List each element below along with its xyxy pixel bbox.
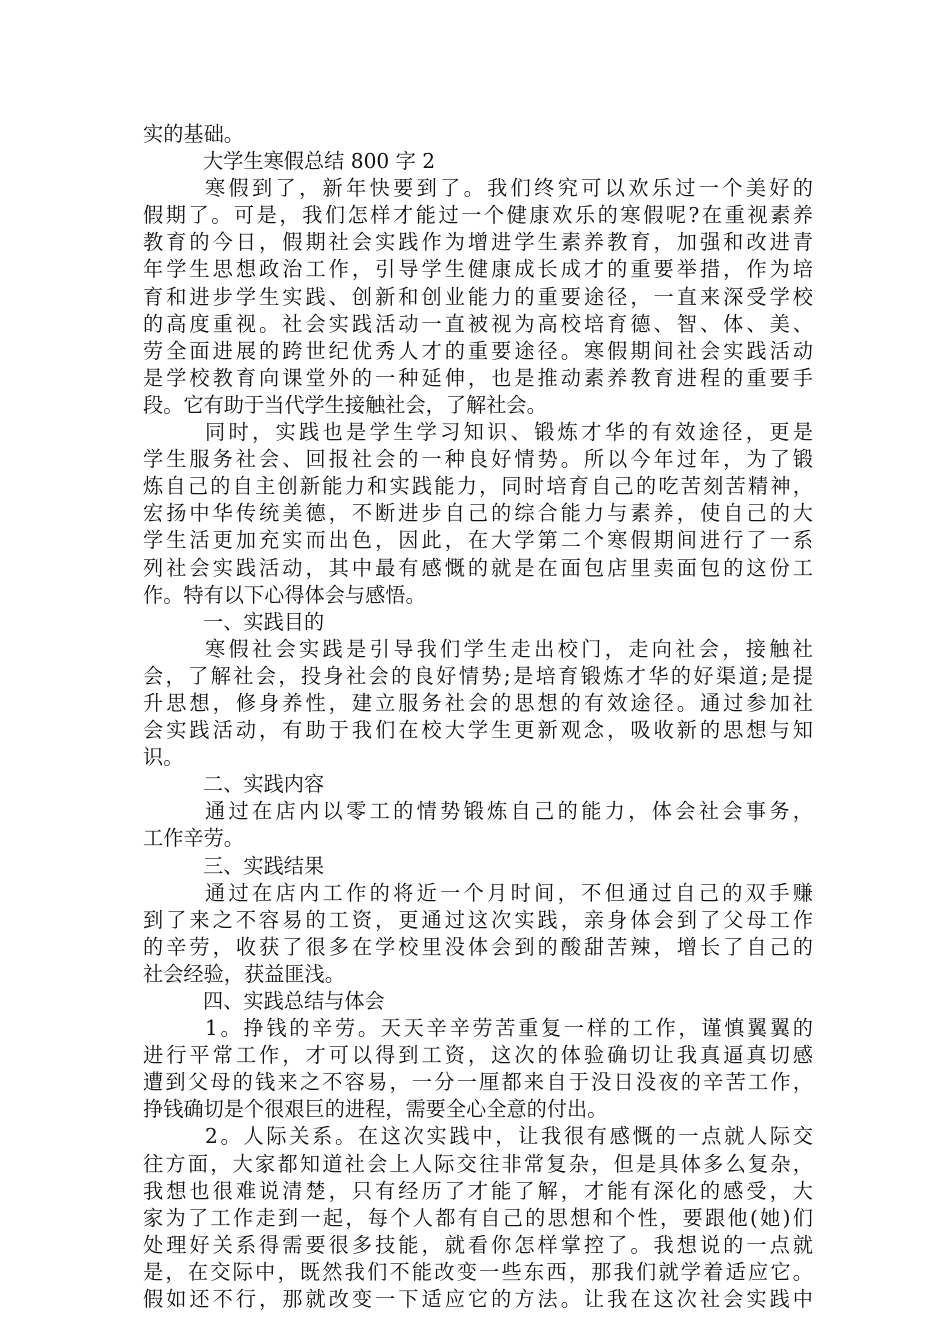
heading-summary-experience: 四、实践总结与体会 [203,989,385,1013]
paragraph-line: 会，了解社会，投身社会的良好情势;是培育锻炼才华的好渠道;是提 [143,663,813,688]
paragraph-line: 教育的今日，假期社会实践作为增进学生素养教育，加强和改进青 [143,230,813,255]
paragraph-line: 劳全面进展的跨世纪优秀人才的重要途径。寒假期间社会实践活动 [143,338,813,363]
paragraph-line: 升思想，修身养性，建立服务社会的思想的有效途径。通过参加社 [143,690,813,715]
paragraph-7 [143,1123,813,1313]
paragraph-line: 假如还不行，那就改变一下适应它的方法。让我在这次社会实践中 [143,1287,813,1312]
paragraph-line: 作。特有以下心得体会与感悟。 [143,582,426,607]
section-title: 大学生寒假总结 800 字 2 [203,149,436,174]
paragraph-line: 学生服务社会、回报社会的一种良好情势。所以今年过年，为了锻 [143,447,813,472]
paragraph-line: 工作辛劳。 [143,826,244,851]
paragraph-line: 育和进步学生实践、创新和创业能力的重要途径，一直来深受学校 [143,284,813,309]
paragraph-line: 的高度重视。社会实践活动一直被视为高校培育德、智、体、美、 [143,311,813,336]
paragraph-line: 挣钱确切是个很艰巨的进程，需要全心全意的付出。 [143,1097,608,1122]
paragraph-line: 1。挣钱的辛劳。天天辛辛劳苦重复一样的工作，谨慎翼翼的 [205,1016,813,1041]
paragraph-line: 寒假社会实践是引导我们学生走出校门，走向社会，接触社 [205,636,813,661]
paragraph-line: 2。人际关系。在这次实践中，让我很有感慨的一点就人际交 [205,1124,813,1149]
paragraph-6 [143,1015,813,1123]
paragraph-line: 是学校教育向课堂外的一种延伸，也是推动素养教育进程的重要手 [143,365,813,390]
paragraph-line: 列社会实践活动，其中最有感慨的就是在面包店里卖面包的这份工 [143,555,813,580]
paragraph-line: 我想也很难说清楚，只有经历了才能了解，才能有深化的感受，大 [143,1178,813,1203]
paragraph-line: 年学生思想政治工作，引导学生健康成长成才的重要举措，作为培 [143,257,813,282]
heading-practice-content: 二、实践内容 [203,772,325,797]
paragraph-line: 通过在店内工作的将近一个月时间，不但通过自己的双手赚 [205,880,813,905]
paragraph-line: 家为了工作走到一起，每个人都有自己的思想和个性，要跟他(她)们 [143,1205,813,1230]
paragraph-line: 是，在交际中，既然我们不能改变一些东西，那我们就学着适应它。 [143,1259,813,1284]
paragraph-2 [143,419,813,609]
opening-line: 实的基础。 [143,122,244,146]
paragraph-line: 处理好关系得需要很多技能，就看你怎样掌控了。我想说的一点就 [143,1232,813,1257]
paragraph-line: 社会经验，获益匪浅。 [143,961,345,986]
paragraph-line: 通过在店内以零工的情势锻炼自己的能力，体会社会事务， [205,799,813,824]
paragraph-line: 到了来之不容易的工资，更通过这次实践，亲身体会到了父母工作 [143,907,813,932]
paragraph-line: 段。它有助于当代学生接触社会，了解社会。 [143,392,547,417]
paragraph-line: 学生活更加充实而出色，因此，在大学第二个寒假期间进行了一系 [143,528,813,553]
paragraph-1 [143,175,813,419]
heading-practice-results: 三、实践结果 [203,853,325,878]
document-body [143,121,813,1313]
paragraph-4 [143,798,813,852]
paragraph-line: 的辛劳，收获了很多在学校里没体会到的酸甜苦辣，增长了自己的 [143,934,813,959]
paragraph-line: 同时，实践也是学生学习知识、锻炼才华的有效途径，更是 [205,420,813,445]
paragraph-line: 遭到父母的钱来之不容易，一分一厘都来自于没日没夜的辛苦工作， [143,1070,813,1095]
paragraph-line: 会实践活动，有助于我们在校大学生更新观念，吸收新的思想与知 [143,718,813,743]
paragraph-3 [143,636,813,771]
paragraph-line: 往方面，大家都知道社会上人际交往非常复杂，但是具体多么复杂， [143,1151,813,1176]
paragraph-line: 寒假到了，新年快要到了。我们终究可以欢乐过一个美好的 [205,176,813,201]
paragraph-line: 炼自己的自主创新能力和实践能力，同时培育自己的吃苦刻苦精神， [143,474,813,499]
paragraph-line: 假期了。可是，我们怎样才能过一个健康欢乐的寒假呢?在重视素养 [143,203,813,228]
paragraph-line: 进行平常工作，才可以得到工资，这次的体验确切让我真逼真切感 [143,1043,813,1068]
paragraph-line: 宏扬中华传统美德，不断进步自己的综合能力与素养，使自己的大 [143,501,813,526]
paragraph-5 [143,880,813,988]
paragraph-line: 识。 [143,745,184,770]
heading-practice-purpose: 一、实践目的 [203,609,325,634]
